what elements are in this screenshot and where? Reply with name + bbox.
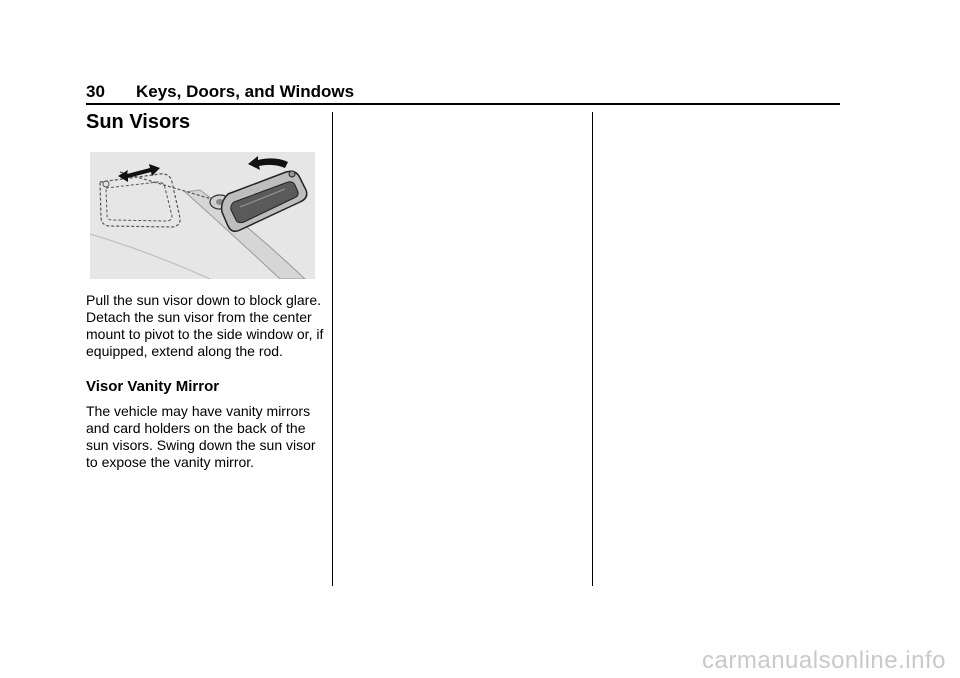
page-number: 30 (86, 82, 105, 101)
chapter-title: Keys, Doors, and Windows (136, 82, 355, 101)
vanity-mirror-paragraph: The vehicle may have vanity mirrors and card holders on the back of the sun visors. Swing down the sun visor to expose the vanity mirror. (86, 403, 316, 470)
sun-visor-illustration (90, 152, 315, 279)
column-divider-2 (592, 112, 593, 586)
section-title: Sun Visors (86, 111, 191, 133)
sun-visor-paragraph: Pull the sun visor down to block glare. Detach the sun visor from the center mount to pivot to the side window or, if equipped, extend along the rod. (86, 292, 324, 359)
watermark: carmanualsonline.info (702, 647, 946, 674)
page-header (86, 82, 840, 104)
header-rule (86, 103, 840, 105)
subsection-title: Visor Vanity Mirror (86, 378, 220, 395)
column-divider-1 (332, 112, 333, 586)
